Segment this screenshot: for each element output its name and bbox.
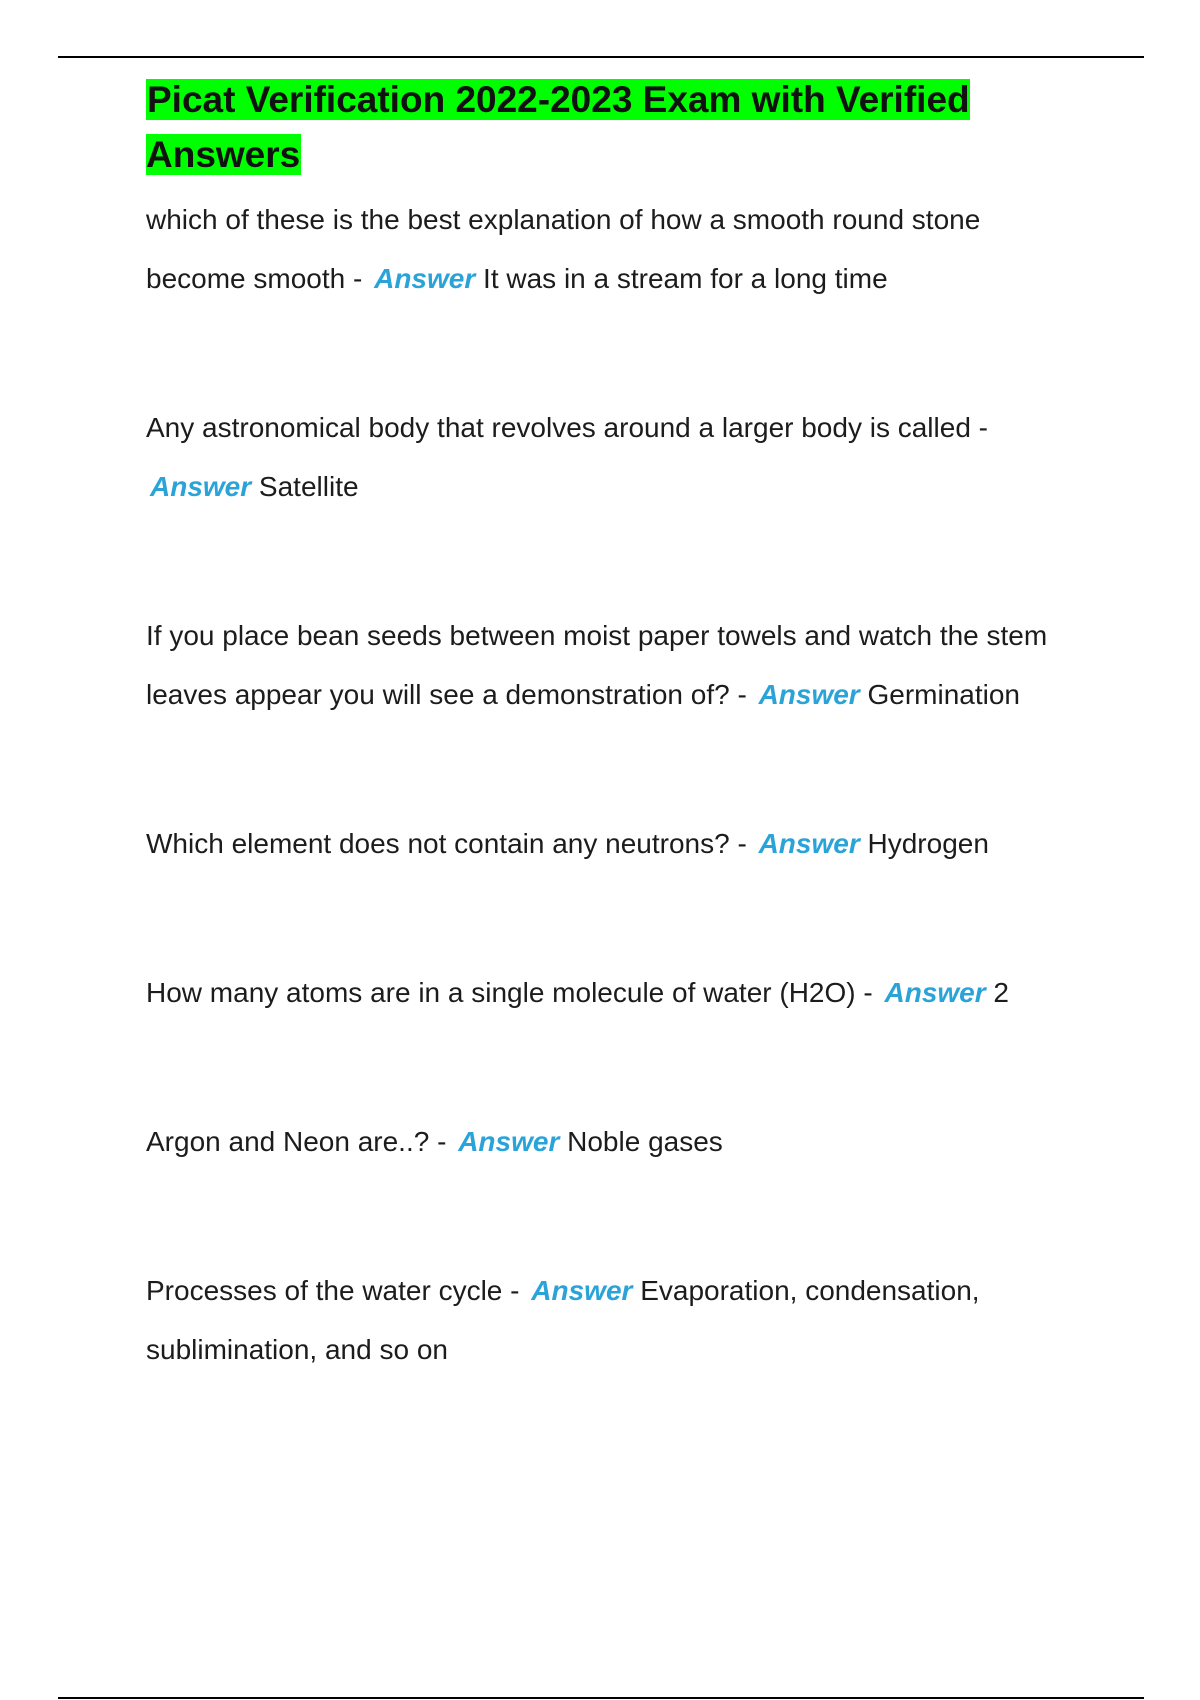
qa-item-2 <box>146 398 1066 516</box>
document-body <box>146 72 1066 1379</box>
bottom-divider <box>58 1697 1144 1699</box>
answer-label: Answer <box>884 977 986 1008</box>
qa-item-3 <box>146 606 1066 724</box>
question-text: If you place bean seeds between moist paper towels and watch the stem leaves appear you will see a demonstration of? - <box>146 620 1048 710</box>
answer-label: Answer <box>758 828 860 859</box>
qa-item-7 <box>146 1261 1066 1379</box>
question-text: which of these is the best explanation of how a smooth round stone become smooth - <box>146 204 981 294</box>
qa-item-4 <box>146 814 1066 873</box>
qa-item-5 <box>146 963 1066 1022</box>
question-text: Which element does not contain any neutrons? - <box>146 828 755 859</box>
answer-text: Evaporation, condensation, sublimination, and so on <box>146 1275 980 1365</box>
answer-label: Answer <box>531 1275 633 1306</box>
answer-text: Noble gases <box>559 1126 723 1157</box>
answer-label: Answer <box>458 1126 560 1157</box>
answer-label: Answer <box>758 679 860 710</box>
question-text: Processes of the water cycle - <box>146 1275 528 1306</box>
question-text: How many atoms are in a single molecule of water (H2O) - <box>146 977 881 1008</box>
answer-label: Answer <box>374 263 476 294</box>
qa-item-1 <box>146 190 1066 308</box>
answer-text: Germination <box>859 679 1021 710</box>
answer-text: It was in a stream for a long time <box>475 263 888 294</box>
answer-text: Satellite <box>251 471 359 502</box>
question-text: Argon and Neon are..? - <box>146 1126 455 1157</box>
qa-item-6 <box>146 1112 1066 1171</box>
answer-label: Answer <box>150 471 252 502</box>
answer-text: Hydrogen <box>859 828 989 859</box>
title-highlight: Picat Verification 2022-2023 Exam with Verified Answers <box>146 79 970 175</box>
top-divider <box>58 56 1144 58</box>
page-title <box>146 72 1066 182</box>
question-text: Any astronomical body that revolves around a larger body is called - <box>146 412 988 443</box>
answer-text: 2 <box>985 977 1010 1008</box>
